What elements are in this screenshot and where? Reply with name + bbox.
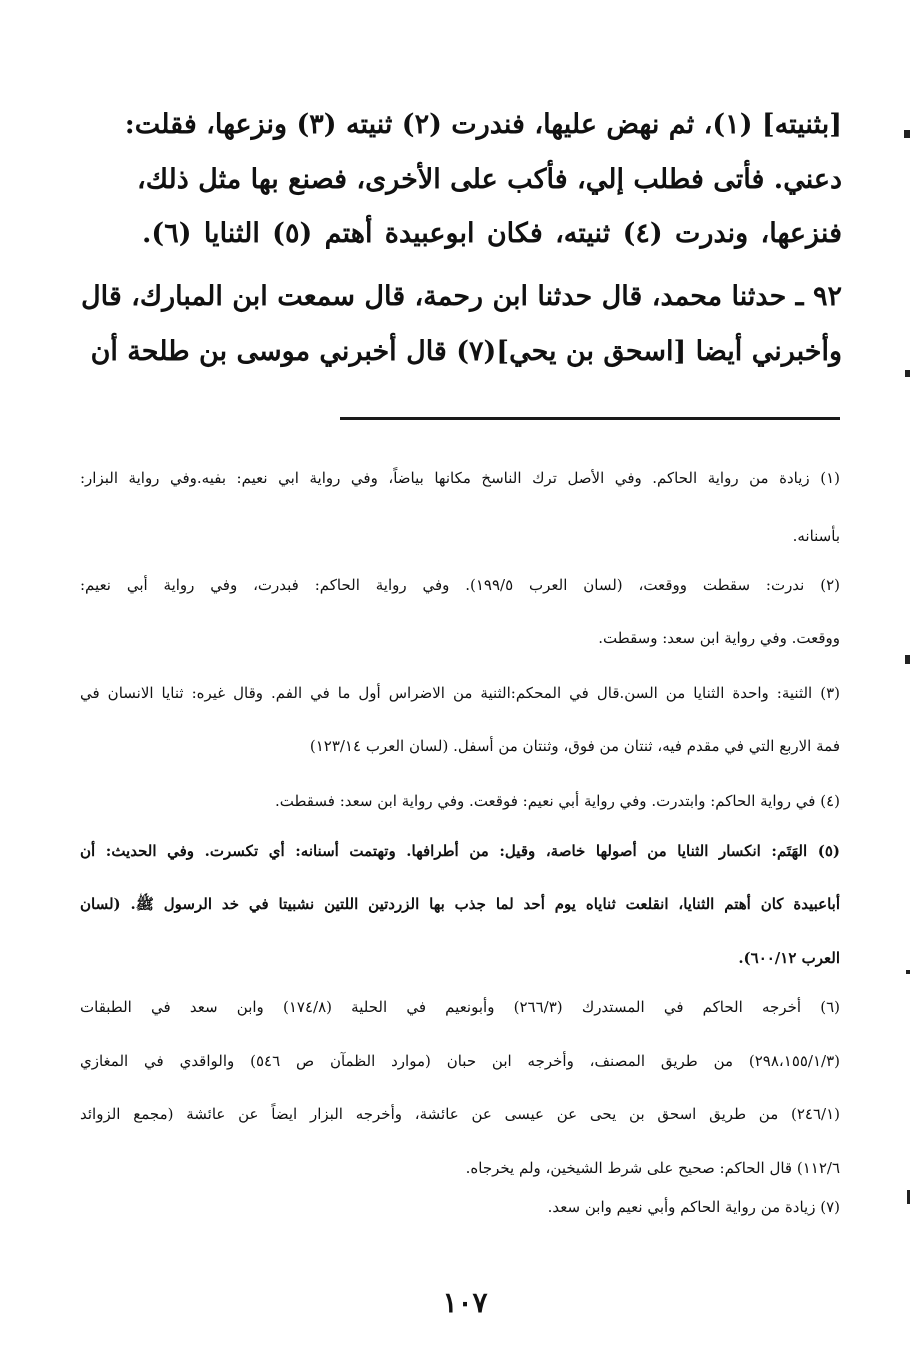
footnote-5-line-1: (٥) الهَتَم: انكسار الثنايا من أصولها خاصة، وقيل: من أطرافها. وتهتمت أسنانه: أي تكسرت. وفي الحديث: أن [80,842,840,860]
footnote-5-line-2: أباعبيدة كان أهتم الثنايا، انقلعت ثناياه يوم أحد لما جذب بها الزردتين اللتين نشبيتا في خد الرسول ﷺ. (لسان [80,895,840,913]
main-text-line-1: [بثنيته] (١)، ثم نهض عليها، فندرت (٢) ثنيته (٣) ونزعها، فقلت: [124,109,842,140]
page-number: ١٠٧ [442,1286,488,1319]
footnote-6-line-3: (٢٤٦/١) من طريق اسحق بن يحى عن عيسى عن عائشة، وأخرجه البزار ايضاً عن عائشة (مجمع الزوائد [80,1105,840,1123]
footnote-3-line-2: فمة الاربع التي في مقدم فيه، ثنتان من فوق، وثنتان من أسفل. (لسان العرب ١٢٣/١٤) [309,737,840,755]
main-text-line-5: وأخبرني أيضا [اسحق بن يحي](٧) قال أخبرني موسى بن طلحة أن [90,336,842,367]
footnote-1-line-1: (١) زيادة من رواية الحاكم. وفي الأصل ترك الناسخ مكانها بياضاً، وفي رواية ابي نعيم: بفيه.وفي رواية البزار: [80,469,840,487]
footnote-2-line-1: (٢) ندرت: سقطت ووقعت، (لسان العرب ١٩٩/٥). وفي رواية الحاكم: فبدرت، وفي رواية أبي نعيم: [80,576,840,594]
footnote-2-line-2: ووقعت. وفي رواية ابن سعد: وسقطت. [598,629,840,647]
footnote-3-line-1: (٣) الثنية: واحدة الثنايا من السن.قال في المحكم:الثنية من الاضراس أول ما في الفم. وقال غيره: ثنايا الانسان في [80,684,840,702]
footnote-4-line-1: (٤) في رواية الحاكم: وابتدرت. وفي رواية أبي نعيم: فوقعت. وفي رواية ابن سعد: فسقطت. [274,792,840,810]
footnote-6-line-1: (٦) أخرجه الحاكم في المستدرك (٢٦٦/٣) وأبونعيم في الحلية (١٧٤/٨) وابن سعد في الطبقات [80,998,840,1016]
footnote-1-line-2: بأسنانه. [792,527,840,545]
scan-edge-mark [907,1190,910,1204]
footnote-6-line-4: ١١٢/٦) قال الحاكم: صحيح على شرط الشيخين، ولم يخرجاه. [465,1159,840,1177]
footnote-separator [340,417,840,420]
main-text-line-3: فنزعها، وندرت (٤) ثنيته، فكان ابوعبيدة أهتم (٥) الثنايا (٦). [142,218,842,249]
footnote-5-line-3: العرب ٦٠٠/١٢). [738,949,840,967]
scan-edge-mark [906,970,910,974]
scan-edge-mark [904,130,910,138]
scan-edge-mark [905,655,910,664]
footnote-6-line-2: (٢٩٨،١٥٥/١/٣) من طريق المصنف، وأخرجه ابن حبان (موارد الظمآن ص ٥٤٦) والواقدي في المغازي [80,1052,841,1070]
footnote-7-line-1: (٧) زيادة من رواية الحاكم وأبي نعيم وابن سعد. [547,1198,840,1216]
main-text-line-4: ٩٢ ـ حدثنا محمد، قال حدثنا ابن رحمة، قال سمعت ابن المبارك، قال [80,281,842,312]
scan-edge-mark [905,370,910,377]
main-text-line-2: دعني. فأتى فطلب إلي، فأكب على الأخرى، فصنع بها مثل ذلك، [137,164,842,195]
